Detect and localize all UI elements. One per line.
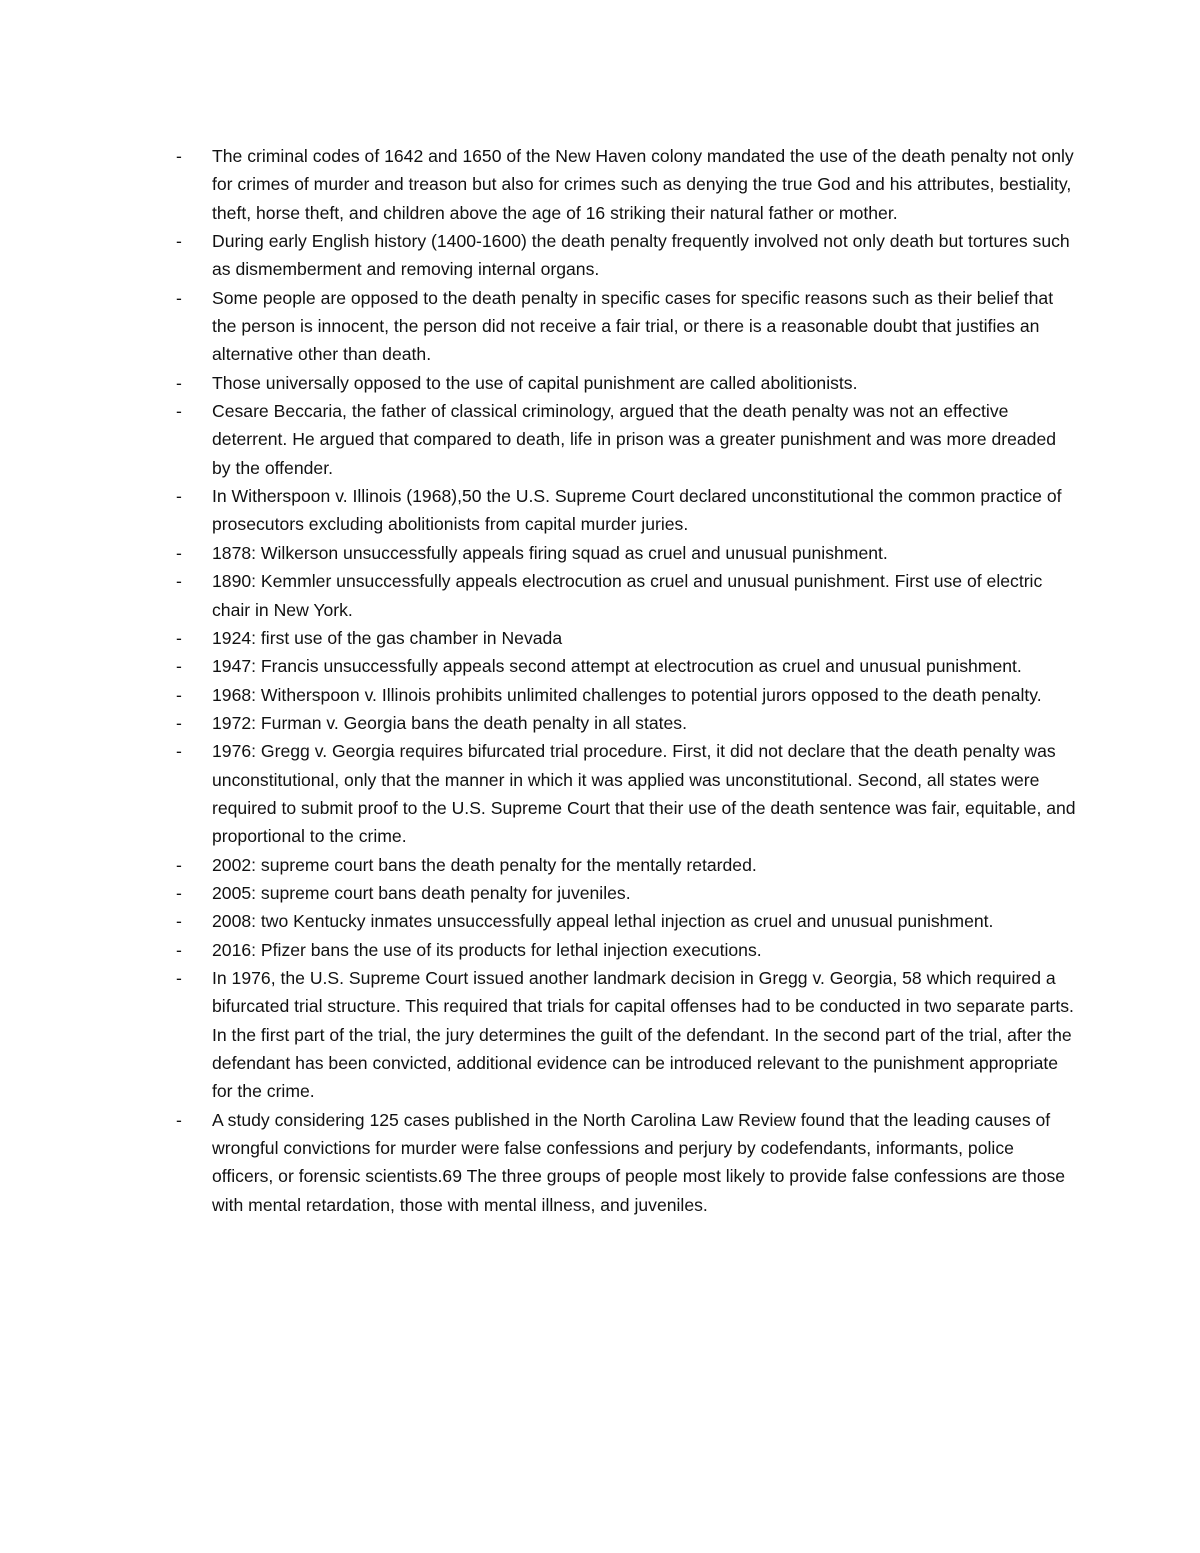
list-item — [176, 567, 1076, 624]
bullet-text: 1890: Kemmler unsuccessfully appeals electrocution as cruel and unusual punishment. First use of electric chair in New York. — [212, 571, 1043, 620]
list-item — [176, 879, 1076, 907]
bullet-dash: - — [176, 231, 182, 252]
list-item — [176, 284, 1076, 369]
list-item — [176, 624, 1076, 652]
bullet-text: 2002: supreme court bans the death penalty for the mentally retarded. — [212, 854, 757, 875]
list-item — [176, 851, 1076, 879]
bullet-dash: - — [176, 287, 182, 308]
bullet-text: 1976: Gregg v. Georgia requires bifurcated trial procedure. First, it did not declare that the death penalty was unconstitutional, only that the manner in which it was applied was unconstitutional. Second, all states were required to submit proof to the U.S. Supreme Court that their use of the death sentence was fair, equitable, and proportional to the crime. — [212, 741, 1076, 847]
list-item — [176, 1106, 1076, 1219]
bullet-text: 2008: two Kentucky inmates unsuccessfully appeal lethal injection as cruel and unusual punishment. — [212, 911, 994, 932]
bullet-dash: - — [176, 401, 182, 422]
bullet-text: Those universally opposed to the use of capital punishment are called abolitionists. — [212, 372, 858, 393]
bullet-text: During early English history (1400-1600) the death penalty frequently involved not only death but tortures such as dismemberment and removing internal organs. — [212, 231, 1070, 280]
bullet-dash: - — [176, 571, 182, 592]
list-item — [176, 142, 1076, 227]
bullet-text: 1947: Francis unsuccessfully appeals second attempt at electrocution as cruel and unusual punishment. — [212, 656, 1022, 677]
bullet-dash: - — [176, 967, 182, 988]
bullet-dash: - — [176, 939, 182, 960]
bullet-dash: - — [176, 712, 182, 733]
bullet-text: The criminal codes of 1642 and 1650 of the New Haven colony mandated the use of the death penalty not only for crimes of murder and treason but also for crimes such as denying the true God and his attributes, bestiality, theft, horse theft, and children above the age of 16 striking their natural father or mother. — [212, 146, 1074, 223]
bullet-text: In Witherspoon v. Illinois (1968),50 the U.S. Supreme Court declared unconstitutional the common practice of prosecutors excluding abolitionists from capital murder juries. — [212, 486, 1062, 535]
bullet-dash: - — [176, 911, 182, 932]
bullet-dash: - — [176, 542, 182, 563]
bullet-dash: - — [176, 656, 182, 677]
bullet-dash: - — [176, 1109, 182, 1130]
bullet-text: Some people are opposed to the death penalty in specific cases for specific reasons such as their belief that the person is innocent, the person did not receive a fair trial, or there is a reasonable doubt that justifies an alternative other than death. — [212, 287, 1054, 365]
bullet-text: 1968: Witherspoon v. Illinois prohibits unlimited challenges to potential jurors opposed to the death penalty. — [212, 684, 1042, 705]
bullet-dash: - — [176, 684, 182, 705]
list-item — [176, 737, 1076, 850]
bullet-dash: - — [176, 854, 182, 875]
bullet-text: 1878: Wilkerson unsuccessfully appeals firing squad as cruel and unusual punishment. — [212, 542, 888, 563]
list-item — [176, 709, 1076, 737]
list-item — [176, 369, 1076, 397]
list-item — [176, 652, 1076, 680]
bullet-dash: - — [176, 882, 182, 903]
bullet-text: Cesare Beccaria, the father of classical criminology, argued that the death penalty was not an effective deterrent. He argued that compared to death, life in prison was a greater punishment and was more dreaded by the offender. — [212, 401, 1057, 478]
bullet-list — [176, 142, 1076, 1219]
bullet-dash: - — [176, 146, 182, 166]
list-item — [176, 907, 1076, 935]
list-item — [176, 936, 1076, 964]
bullet-dash: - — [176, 372, 182, 393]
list-item — [176, 482, 1076, 539]
bullet-text: A study considering 125 cases published in the North Carolina Law Review found that the leading causes of wrongful convictions for murder were false confessions and perjury by codefendants, informants, police officers, or forensic scientists.69 The three groups of people most likely to provide false confessions are those with mental retardation, those with mental illness, and juveniles. — [212, 1109, 1066, 1215]
list-item — [176, 539, 1076, 567]
bullet-text: In 1976, the U.S. Supreme Court issued another landmark decision in Gregg v. Georgia, 58 which required a bifurcated trial structure. This required that trials for capital offenses had to be conducted in two separate parts. In the first part of the trial, the jury determines the guilt of the defendant. In the second part of the trial, after the defendant has been convicted, additional evidence can be introduced relevant to the punishment appropriate for the crime. — [212, 967, 1074, 1102]
bullet-dash: - — [176, 627, 182, 648]
list-item — [176, 681, 1076, 709]
list-item — [176, 964, 1076, 1106]
bullet-dash: - — [176, 486, 182, 507]
list-item — [176, 227, 1076, 284]
bullet-text: 2016: Pfizer bans the use of its products for lethal injection executions. — [212, 939, 762, 960]
bullet-dash: - — [176, 741, 182, 762]
bullet-text: 1924: first use of the gas chamber in Nevada — [212, 627, 563, 648]
list-item — [176, 397, 1076, 482]
bullet-text: 2005: supreme court bans death penalty for juveniles. — [212, 882, 631, 903]
bullet-text: 1972: Furman v. Georgia bans the death penalty in all states. — [212, 712, 687, 733]
